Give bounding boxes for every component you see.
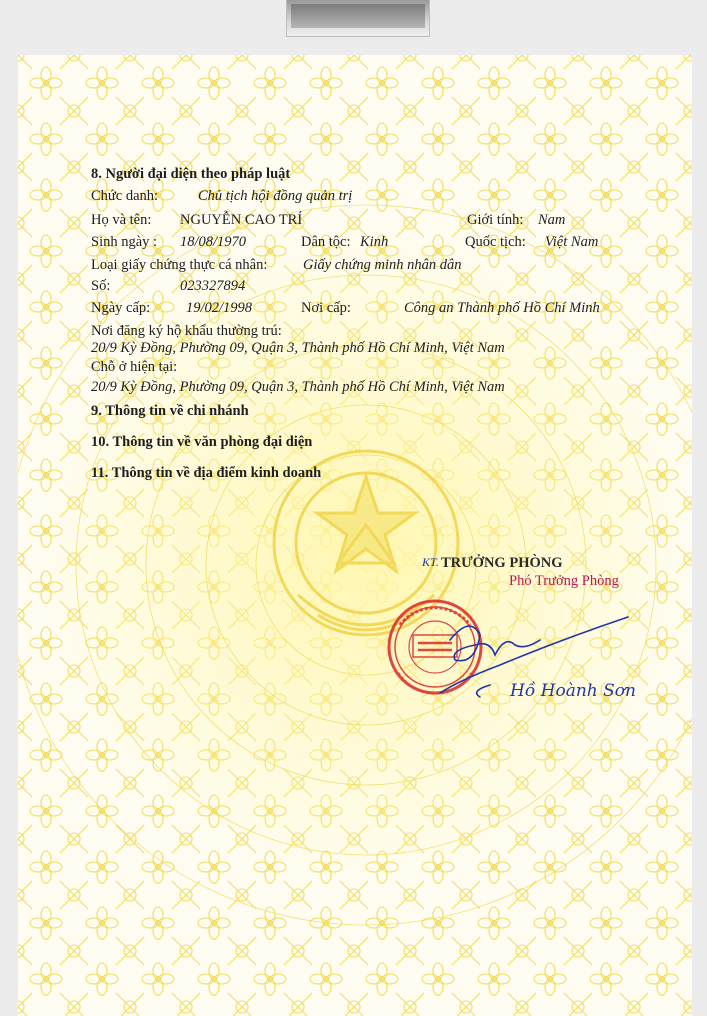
gender-value: Nam (538, 212, 566, 228)
stamp-and-signature (380, 595, 660, 725)
nationality-value: Việt Nam (545, 234, 599, 250)
id-type-label: Loại giấy chứng thực cá nhân: (91, 257, 268, 273)
dob-value: 18/08/1970 (180, 234, 247, 250)
section-8-heading: 8. Người đại diện theo pháp luật (91, 166, 291, 182)
ethnicity-label: Dân tộc: (301, 234, 351, 250)
permanent-address-value: 20/9 Kỳ Đồng, Phường 09, Quận 3, Thành phố Hồ Chí Minh, Việt Nam (91, 340, 505, 356)
position-label: Chức danh: (91, 188, 159, 204)
kt-handwritten-mark: KT. (422, 555, 439, 569)
current-address-label: Chỗ ở hiện tại: (91, 359, 178, 375)
deputy-title: Phó Trưởng Phòng (509, 573, 619, 589)
issue-place-value: Công an Thành phố Hồ Chí Minh (404, 300, 600, 316)
id-type-value: Giấy chứng minh nhân dân (303, 257, 462, 273)
full-name-label: Họ và tên: (91, 212, 152, 228)
issue-date-value: 19/02/1998 (186, 300, 253, 316)
id-number-value: 023327894 (180, 278, 246, 294)
section-11-heading: 11. Thông tin về địa điểm kinh doanh (91, 465, 322, 481)
full-name-value: NGUYỄN CAO TRÍ (180, 212, 303, 228)
head-title: TRƯỞNG PHÒNG (441, 555, 563, 571)
kt-prefix (422, 554, 439, 571)
id-number-label: Số: (91, 278, 111, 294)
issue-place-label: Nơi cấp: (301, 300, 351, 316)
certificate-page (18, 55, 692, 1016)
section-9-heading: 9. Thông tin về chi nhánh (91, 403, 249, 419)
section-10-heading: 10. Thông tin về văn phòng đại diện (91, 434, 313, 450)
signer-name: Hồ Hoành Sơn (510, 681, 636, 701)
dob-label: Sinh ngày : (91, 234, 158, 250)
current-address-value: 20/9 Kỳ Đồng, Phường 09, Quận 3, Thành phố Hồ Chí Minh, Việt Nam (91, 379, 505, 395)
nationality-label: Quốc tịch: (465, 234, 526, 250)
ethnicity-value: Kinh (360, 234, 389, 250)
issue-date-label: Ngày cấp: (91, 300, 151, 316)
binder-clip (286, 0, 430, 37)
position-value: Chủ tịch hội đồng quản trị (198, 188, 353, 204)
gender-label: Giới tính: (467, 212, 524, 228)
permanent-address-label: Nơi đăng ký hộ khẩu thường trú: (91, 323, 282, 339)
